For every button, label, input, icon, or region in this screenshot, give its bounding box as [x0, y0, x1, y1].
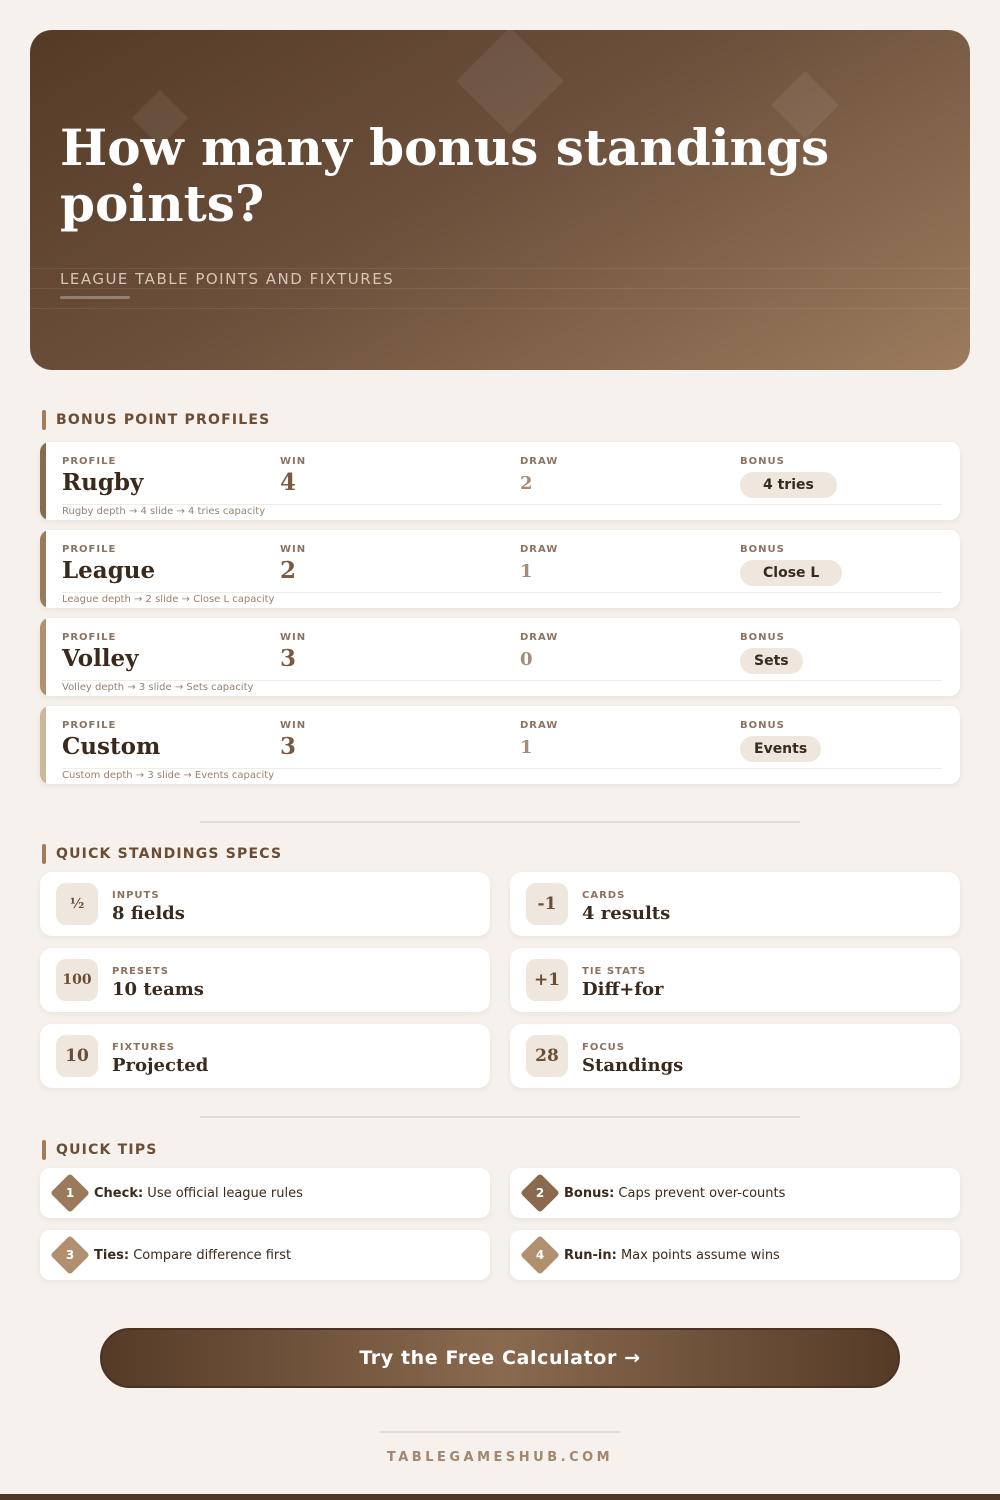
subtitle-underline	[60, 296, 130, 299]
section-header-tips	[42, 1140, 158, 1160]
profile-card-volley	[40, 618, 960, 696]
bonus-col	[740, 544, 842, 586]
profile-divider	[62, 680, 942, 681]
spec-badge: ½	[56, 883, 98, 925]
spec-card-fixtures	[40, 1024, 490, 1088]
win-value: 3	[280, 733, 297, 760]
bonus-label: BONUS	[740, 456, 785, 467]
bonus-label: BONUS	[740, 544, 785, 555]
bonus-label: BONUS	[740, 720, 785, 731]
bonus-col	[740, 632, 803, 674]
profile-divider	[62, 768, 942, 769]
spec-value: Projected	[112, 1055, 209, 1076]
win-label: WIN	[280, 544, 307, 555]
bonus-badge: Close L	[740, 560, 842, 586]
win-col	[280, 720, 306, 760]
profile-label: PROFILE	[62, 720, 117, 731]
spec-label: CARDS	[582, 890, 626, 901]
bonus-col	[740, 720, 821, 762]
profile-name: Volley	[62, 645, 139, 672]
draw-label: DRAW	[520, 456, 559, 467]
profile-footnote: League depth → 2 slide → Close L capacity	[62, 594, 275, 605]
profile-divider	[62, 504, 942, 505]
tip-title: Ties:	[94, 1248, 130, 1263]
hero-banner	[30, 30, 970, 370]
tip-title: Check:	[94, 1186, 144, 1201]
tip-card-ties	[40, 1230, 490, 1280]
win-col	[280, 544, 306, 584]
spec-card-presets	[40, 948, 490, 1012]
footer-divider	[380, 1431, 620, 1433]
tip-title: Run-in:	[564, 1248, 617, 1263]
win-col	[280, 632, 306, 672]
tip-text	[94, 1186, 303, 1201]
draw-label: DRAW	[520, 720, 559, 731]
profile-card-rugby	[40, 442, 960, 520]
draw-value: 0	[520, 649, 533, 670]
profile-accent	[40, 618, 46, 696]
section-header-specs	[42, 844, 282, 864]
spec-label: FIXTURES	[112, 1042, 175, 1053]
tip-number: 3	[65, 1248, 75, 1262]
spec-label: PRESETS	[112, 966, 169, 977]
tip-body: Use official league rules	[143, 1186, 303, 1201]
section-header-profiles	[42, 410, 270, 430]
section-divider	[200, 1116, 800, 1118]
win-col	[280, 456, 306, 496]
section-marker	[42, 1140, 46, 1160]
spec-badge: 10	[56, 1035, 98, 1077]
tip-text	[564, 1248, 780, 1263]
tip-card-run-in	[510, 1230, 960, 1280]
bottom-bar	[0, 1494, 1000, 1500]
spec-value: Standings	[582, 1055, 684, 1076]
tip-card-check	[40, 1168, 490, 1218]
spec-badge: -1	[526, 883, 568, 925]
profile-accent	[40, 706, 46, 784]
profile-label: PROFILE	[62, 456, 117, 467]
tip-number: 1	[65, 1186, 75, 1200]
spec-badge: 28	[526, 1035, 568, 1077]
profile-col	[62, 632, 139, 672]
tip-text	[94, 1248, 291, 1263]
profile-accent	[40, 442, 46, 520]
hero-decor-line	[30, 288, 970, 289]
draw-label: DRAW	[520, 632, 559, 643]
spec-label: FOCUS	[582, 1042, 625, 1053]
win-label: WIN	[280, 720, 307, 731]
profile-name: Custom	[62, 733, 161, 760]
bonus-badge: 4 tries	[740, 472, 837, 498]
profile-footnote: Rugby depth → 4 slide → 4 tries capacity	[62, 506, 266, 517]
spec-badge: 100	[56, 959, 98, 1001]
tip-body: Caps prevent over-counts	[614, 1186, 786, 1201]
spec-card-cards	[510, 872, 960, 936]
win-label: WIN	[280, 632, 307, 643]
profile-footnote: Custom depth → 3 slide → Events capacity	[62, 770, 275, 781]
profile-footnote: Volley depth → 3 slide → Sets capacity	[62, 682, 254, 693]
section-title: QUICK TIPS	[56, 1142, 158, 1158]
section-title: BONUS POINT PROFILES	[56, 412, 271, 428]
section-title: QUICK STANDINGS SPECS	[56, 846, 283, 862]
spec-card-inputs	[40, 872, 490, 936]
draw-value: 1	[520, 561, 533, 582]
tip-number: 2	[535, 1186, 545, 1200]
profile-name: League	[62, 557, 156, 584]
win-label: WIN	[280, 456, 307, 467]
draw-value: 1	[520, 737, 533, 758]
spec-value: Diff+for	[582, 979, 664, 1000]
tip-text	[564, 1186, 785, 1201]
draw-col	[520, 632, 558, 670]
draw-value: 2	[520, 473, 533, 494]
win-value: 2	[280, 557, 297, 584]
bonus-badge: Events	[740, 736, 821, 762]
tip-body: Max points assume wins	[616, 1248, 780, 1263]
draw-col	[520, 720, 558, 758]
section-marker	[42, 410, 46, 430]
tip-number: 4	[535, 1248, 545, 1262]
draw-col	[520, 544, 558, 582]
footer-site-link[interactable]: TABLEGAMESHUB.COM	[386, 1450, 614, 1465]
profile-label: PROFILE	[62, 632, 117, 643]
spec-card-focus	[510, 1024, 960, 1088]
try-calculator-button[interactable]: Try the Free Calculator →	[100, 1328, 900, 1388]
page-subtitle: LEAGUE TABLE POINTS AND FIXTURES	[60, 270, 395, 288]
profile-col	[62, 456, 143, 496]
page-title: How many bonus standings points?	[60, 118, 830, 233]
bonus-label: BONUS	[740, 632, 785, 643]
profile-accent	[40, 530, 46, 608]
profile-label: PROFILE	[62, 544, 117, 555]
profile-divider	[62, 592, 942, 593]
win-value: 4	[280, 469, 297, 496]
profile-col	[62, 720, 160, 760]
spec-label: INPUTS	[112, 890, 160, 901]
tip-card-bonus	[510, 1168, 960, 1218]
spec-value: 8 fields	[112, 903, 185, 924]
spec-value: 10 teams	[112, 979, 204, 1000]
bonus-badge: Sets	[740, 648, 803, 674]
profile-card-custom	[40, 706, 960, 784]
section-marker	[42, 844, 46, 864]
spec-card-tie-stats	[510, 948, 960, 1012]
tip-body: Compare difference first	[129, 1248, 292, 1263]
hero-decor-line	[30, 308, 970, 309]
draw-col	[520, 456, 558, 494]
spec-badge: +1	[526, 959, 568, 1001]
profile-col	[62, 544, 155, 584]
section-divider	[200, 821, 800, 823]
bonus-col	[740, 456, 837, 498]
draw-label: DRAW	[520, 544, 559, 555]
spec-label: TIE STATS	[582, 966, 647, 977]
win-value: 3	[280, 645, 297, 672]
tip-title: Bonus:	[564, 1186, 615, 1201]
profile-name: Rugby	[62, 469, 144, 496]
spec-value: 4 results	[582, 903, 671, 924]
hero-decor-line	[30, 268, 970, 269]
profile-card-league	[40, 530, 960, 608]
